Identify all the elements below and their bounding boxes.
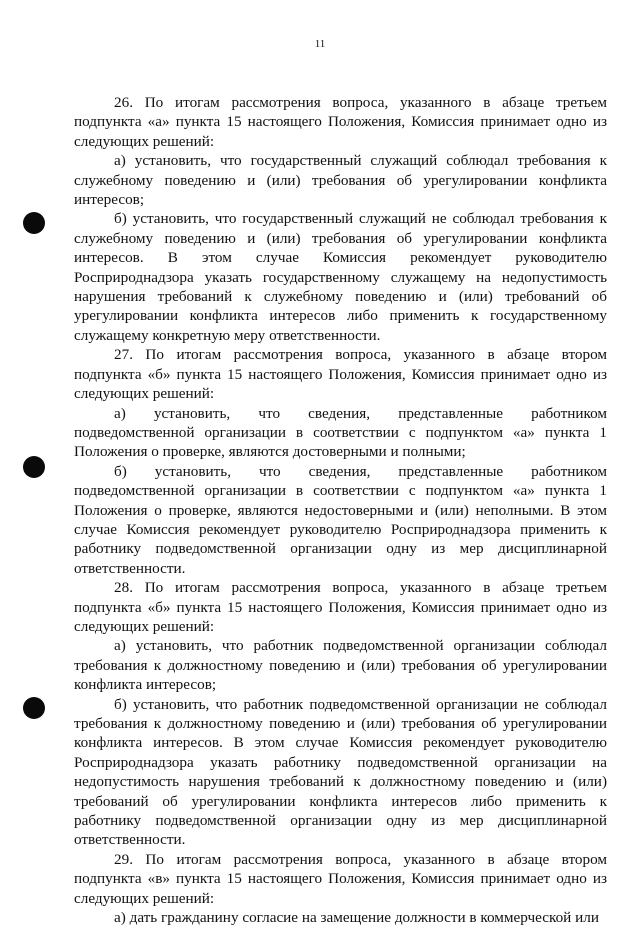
binder-hole-top bbox=[23, 212, 45, 234]
binder-hole-middle bbox=[23, 456, 45, 478]
paragraph-27-a: а) установить, что сведения, представленные работником подведомственной организации в соответствии с подпунктом «а» пункта 1 Положения о проверке, являются достоверными и полными; bbox=[74, 404, 607, 461]
paragraph-27: 27. По итогам рассмотрения вопроса, указанного в абзаце втором подпункта «б» пункта 15 настоящего Положения, Комиссия принимает одно из следующих решений: bbox=[74, 346, 607, 403]
paragraph-28: 28. По итогам рассмотрения вопроса, указанного в абзаце третьем подпункта «б» пункта 15 настоящего Положения, Комиссия принимает одно из следующих решений: bbox=[74, 579, 607, 635]
paragraph-28-b: б) установить, что работник подведомственной организации не соблюдал требования к должностному поведению и (или) требования об урегулировании конфликта интересов. В этом случае Комиссия рекомендует руководителю Росприроднадзора указать работнику подведомственной организации на недопустимость нарушения требований к должностному поведению и (или) требований об урегулировании конфликта интересов либо применить к работнику подведомственной организации одну из мер дисциплинарной ответственности. bbox=[74, 695, 607, 849]
paragraph-26-a: а) установить, что государственный служащий соблюдал требования к служебному поведению и (или) требования об урегулировании конфликта интересов; bbox=[74, 152, 607, 209]
paragraph-27-b: б) установить, что сведения, представленные работником подведомственной организации в соответствии с подпунктом «а» пункта 1 Положения о проверке, являются недостоверными и (или) неполными. В этом случае Комиссия рекомендует руководителю Росприроднадзора применить к работнику подведомственной организации одну из мер дисциплинарной ответственности. bbox=[74, 462, 607, 577]
binder-hole-bottom bbox=[23, 697, 45, 719]
paragraph-26: 26. По итогам рассмотрения вопроса, указанного в абзаце третьем подпункта «а» пункта 15 настоящего Положения, Комиссия принимает одно из следующих решений: bbox=[74, 94, 607, 150]
paragraph-29: 29. По итогам рассмотрения вопроса, указанного в абзаце втором подпункта «в» пункта 15 настоящего Положения, Комиссия принимает одно из следующих решений: bbox=[74, 850, 607, 907]
paragraph-26-b: б) установить, что государственный служащий не соблюдал требования к служебному поведению и (или) требования об урегулировании конфликта интересов. В этом случае Комиссия рекомендует руководителю Росприроднадзора указать государственному служащему на недопустимость нарушения требований к служебному поведению и (или) требований об урегулировании конфликта интересов либо применить к государственному служащему конкретную меру ответственности. bbox=[74, 210, 607, 344]
page-number: 11 bbox=[314, 38, 326, 50]
document-body bbox=[74, 93, 607, 927]
paragraph-28-a: а) установить, что работник подведомственной организации соблюдал требования к должностному поведению и (или) требования об урегулировании конфликта интересов; bbox=[74, 637, 607, 694]
paragraph-29-a: а) дать гражданину согласие на замещение должности в коммерческой или bbox=[114, 909, 599, 927]
